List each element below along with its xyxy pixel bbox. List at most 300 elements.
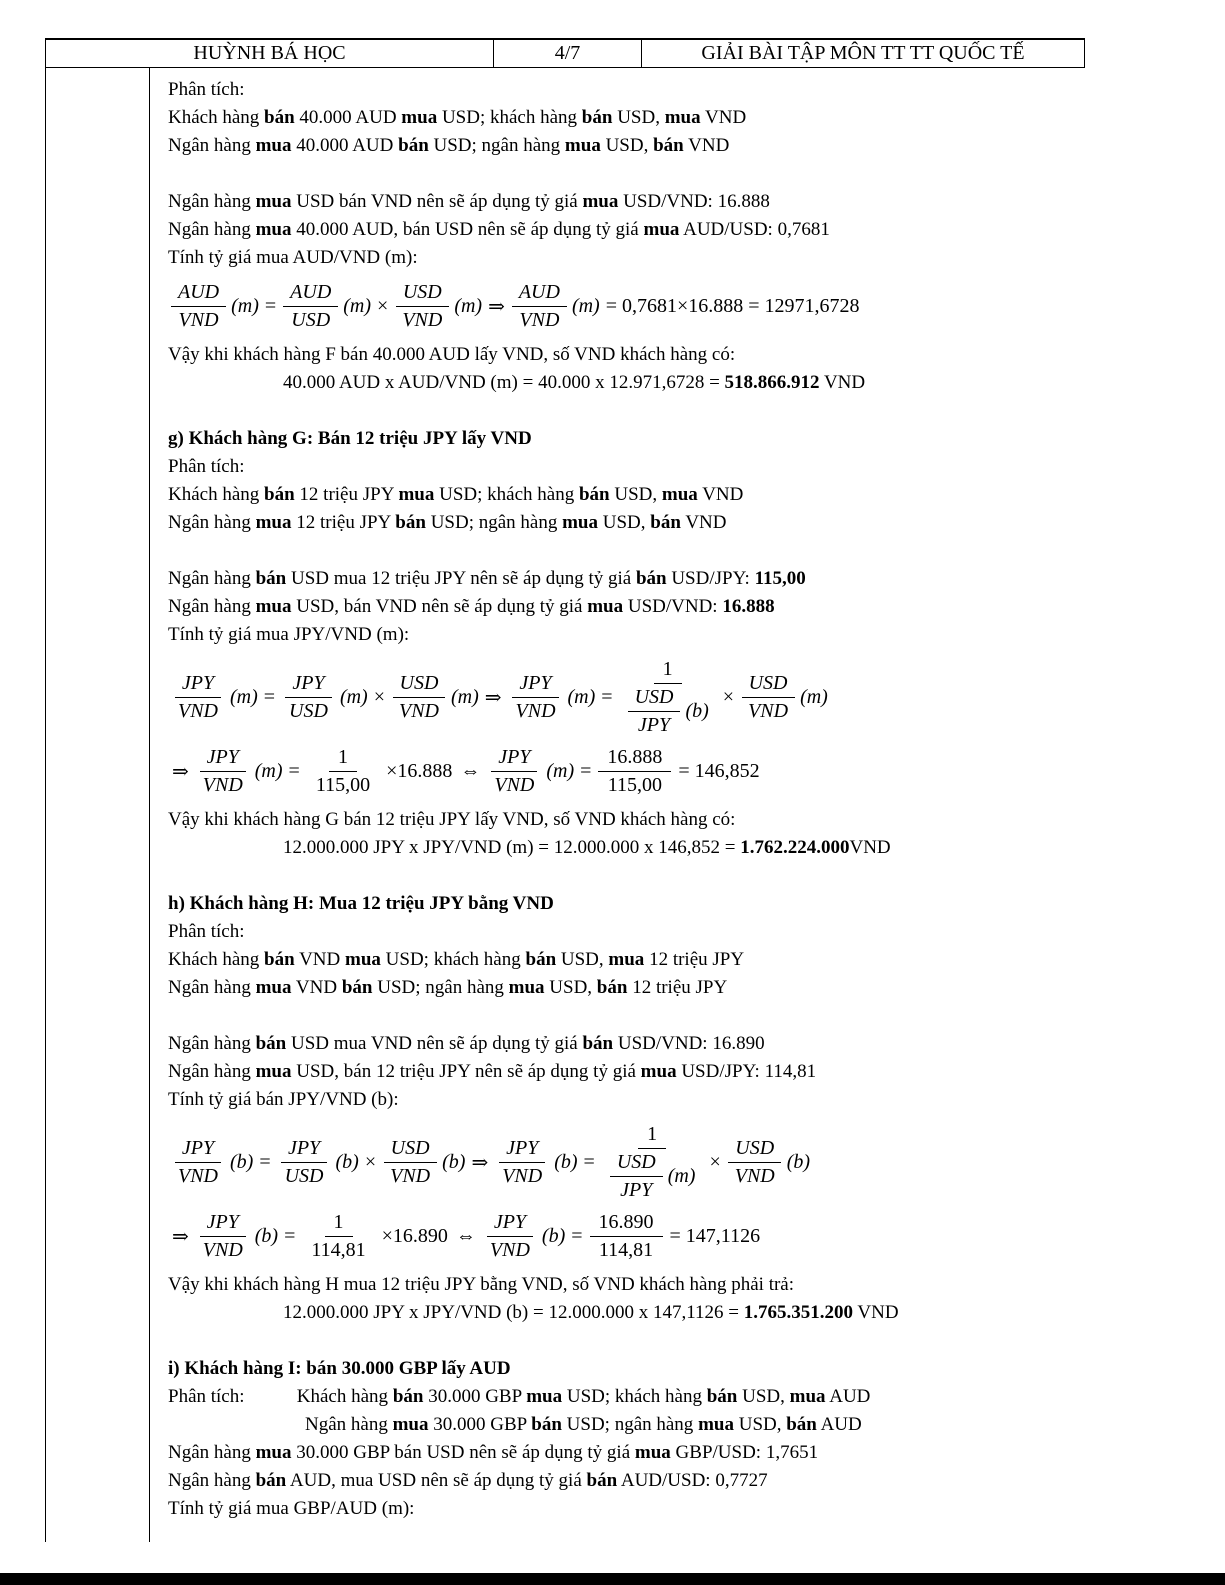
header-title: GIẢI BÀI TẬP MÔN TT TT QUỐC TẾ [701,42,1025,64]
fraction [512,281,567,332]
fraction [728,1137,782,1188]
paragraph [168,1271,1067,1299]
fraction [590,1211,663,1262]
text: 40.000 AUD [291,135,399,156]
math-variable: VND [202,1239,243,1261]
math-variable: (m) [339,686,368,708]
math-variable: (m) [230,686,258,708]
fraction [282,672,335,723]
text: 30.000 GBP bán USD nên sẽ áp dụng tỷ giá [291,1442,635,1463]
document-content [150,68,1085,1542]
blank-line [168,1327,1067,1355]
text: USD/VND: 16.890 [613,1033,765,1054]
paragraph [168,132,1067,160]
bold-text: mua [255,191,292,212]
text: USD, [609,484,662,505]
math-variable: (m) [567,686,596,708]
text: Ngân hàng [168,1061,256,1082]
text: Tính tỷ giá mua JPY/VND (m): [168,624,410,645]
text: Ngân hàng [168,219,256,240]
bold-text: h) Khách hàng H: Mua 12 triệu JPY bằng VND [168,893,554,914]
bold-text: mua [345,949,381,970]
bold-text: g) Khách hàng G: Bán 12 triệu JPY lấy VND [168,428,532,449]
bold-text: mua [664,107,701,128]
math-text: 16.890 [598,1211,654,1233]
paragraph [168,593,1067,621]
fraction [741,672,795,723]
math-text: ⇒ [484,687,502,709]
text: USD/VND: [623,596,723,617]
text: Tính tỷ giá mua GBP/AUD (m): [168,1498,415,1519]
bold-text: bán [255,568,287,589]
text: VND [700,107,747,128]
math-text: ⇔ [460,760,481,782]
math-variable: VND [494,774,535,796]
page-bottom-bar [0,1573,1225,1585]
bold-text: mua [508,977,545,998]
fraction [307,746,379,797]
math-variable: USD [399,672,439,694]
bold-text: 518.866.912 [724,372,820,393]
text: 40.000 AUD x AUD/VND (m) = 40.000 x 12.971,6728 = [283,372,725,393]
text: Ngân hàng [168,135,256,156]
bold-text: mua [661,484,698,505]
math-text: ×16.888 [386,760,453,782]
text: Khách hàng [168,949,265,970]
paragraph [168,509,1067,537]
bold-text: mua [255,596,292,617]
math-text: = [259,1151,271,1173]
math-variable: (m) [254,760,283,782]
text: Tính tỷ giá bán JPY/VND (b): [168,1089,399,1110]
paragraph [168,453,1067,481]
fraction [395,281,449,332]
paragraph [168,918,1067,946]
math-variable: JPY [181,672,215,694]
paragraph [168,834,1067,862]
math-variable: VND [178,700,218,722]
text: Phân tích: [168,1386,245,1407]
fraction [628,686,681,737]
math-text: ⇔ [455,1225,476,1247]
text: USD, bán VND nên sẽ áp dụng tỷ giá [291,596,588,617]
text: 12 triệu JPY [294,484,399,505]
bold-text: mua [698,1414,734,1435]
paragraph [168,104,1067,132]
text: Khách hàng [168,484,265,505]
paragraph [168,806,1067,834]
paragraph [168,76,1067,104]
math-variable: (b) [230,1151,254,1173]
math-variable: VND [515,700,556,722]
bold-text: bán [586,1470,618,1491]
paragraph [168,1086,1067,1114]
math-text: = [284,1225,296,1247]
math-variable: VND [734,1165,775,1187]
text: Ngân hàng [168,1033,256,1054]
bold-text: bán [581,107,613,128]
bold-text: 115,00 [754,568,806,589]
bold-text: mua [255,219,292,240]
text: USD; ngân hàng [428,135,565,156]
fraction [620,658,716,737]
math-variable: (b) [335,1151,359,1173]
text: USD, [556,949,609,970]
math-variable: JPY [637,714,671,736]
math-text: = 146,852 [678,760,760,782]
bold-text: mua [392,1414,429,1435]
text: Phân tích: [168,456,245,477]
bold-text: bán [264,107,295,128]
math-variable: VND [748,700,789,722]
fraction [602,1123,703,1202]
text: USD, [600,135,654,156]
math-variable: (m) [454,295,483,317]
bold-text: mua [526,1386,563,1407]
fraction [278,1137,331,1188]
bold-text: bán [525,949,557,970]
text: Vậy khi khách hàng H mua 12 triệu JPY bằng VND, số VND khách hàng phải trả: [168,1274,795,1295]
section-heading [168,1355,1067,1383]
math-text: 1 [647,1123,658,1145]
text: Ngân hàng [168,977,256,998]
text: 12 triệu JPY [644,949,745,970]
blank-line [168,160,1067,188]
text: VND [680,512,727,533]
math-variable: USD [735,1137,775,1159]
math-formula [168,1211,1067,1262]
paragraph [168,1411,1067,1439]
text: 40.000 AUD, bán USD nên sẽ áp dụng tỷ giá [291,219,644,240]
text: USD mua VND nên sẽ áp dụng tỷ giá [286,1033,583,1054]
paragraph [168,946,1067,974]
math-text: 115,00 [607,774,663,796]
bold-text: bán [392,1386,424,1407]
text: 12.000.000 JPY x JPY/VND (b) = 12.000.000 x 147,1126 = [283,1302,744,1323]
fraction [196,1211,250,1262]
blank-line [168,862,1067,890]
math-text: = 147,1126 [669,1225,761,1247]
math-text: × [377,295,389,317]
math-variable: (m) [800,686,828,708]
fraction [171,672,225,723]
bold-text: bán [706,1386,738,1407]
text: Phân tích: [168,79,245,100]
bold-text: mua [255,512,292,533]
math-variable: VND [390,1165,431,1187]
bold-text: bán [635,568,667,589]
paragraph [168,1439,1067,1467]
math-text: 16.888 [607,746,663,768]
header-table [45,38,1085,68]
math-variable: VND [178,1165,218,1187]
bold-text: bán [786,1414,817,1435]
text: USD, bán 12 triệu JPY nên sẽ áp dụng tỷ giá [291,1061,641,1082]
math-variable: (b) [554,1151,578,1173]
text: Ngân hàng [168,1442,256,1463]
text: Tính tỷ giá mua AUD/VND (m): [168,247,418,268]
math-variable: VND [502,1165,543,1187]
math-text: = [288,760,300,782]
fraction [392,672,446,723]
bold-text: mua [398,484,435,505]
paragraph [168,481,1067,509]
bold-text: bán [531,1414,562,1435]
bold-text: bán [264,949,295,970]
text: USD; khách hàng [437,107,582,128]
header-author: HUỲNH BÁ HỌC [46,40,494,67]
text: AUD [816,1414,862,1435]
math-variable: VND [519,309,560,331]
fraction [495,1137,549,1188]
bold-text: mua [640,1061,677,1082]
text: USD/JPY: 114,81 [676,1061,817,1082]
math-text: = [264,295,277,317]
text: USD; khách hàng [434,484,579,505]
math-variable: AUD [518,281,560,303]
fraction [598,746,671,797]
math-variable: VND [202,774,243,796]
text: GBP/USD: 1,7651 [670,1442,819,1463]
math-variable: USD [289,700,328,722]
math-text: 115,00 [315,774,371,796]
fraction [509,672,563,723]
text: VND [291,977,342,998]
body-table [45,68,1085,1542]
text: Phân tích: [168,921,245,942]
bold-text: i) Khách hàng I: bán 30.000 GBP lấy AUD [168,1358,511,1379]
bold-text: 16.888 [722,596,775,617]
fraction [487,746,541,797]
text: VND [697,484,744,505]
text: 12.000.000 JPY x JPY/VND (m) = 12.000.000 x 146,852 = [283,837,741,858]
fraction [196,746,250,797]
text: AUD/USD: 0,7681 [679,219,830,240]
paragraph [168,1058,1067,1086]
math-variable: VND [398,700,439,722]
math-text: ⇒ [471,1152,489,1174]
text: USD mua 12 triệu JPY nên sẽ áp dụng tỷ giá [286,568,636,589]
math-formula [168,658,1067,737]
paragraph [168,244,1067,272]
text: VND [849,837,891,858]
paragraph [168,621,1067,649]
fraction [283,281,338,332]
math-variable: (m) [231,295,259,317]
math-variable: (b) [254,1225,279,1247]
text: 30.000 GBP [423,1386,527,1407]
bold-text: mua [562,512,598,533]
text: Ngân hàng [168,568,256,589]
math-variable: (m) [546,760,575,782]
math-text: = [263,686,276,708]
text: 40.000 AUD [294,107,402,128]
math-variable: JPY [287,1137,321,1159]
fraction [610,1151,663,1202]
math-variable: USD [634,686,674,708]
math-variable: USD [291,309,331,331]
math-text: = 0,7681×16.888 = 12971,6728 [605,295,860,317]
math-variable: VND [178,309,219,331]
math-text: ⇒ [172,761,189,783]
bold-text: bán [341,977,373,998]
text: USD; khách hàng [562,1386,707,1407]
bold-text: mua [564,135,601,156]
text: USD bán VND nên sẽ áp dụng tỷ giá [291,191,583,212]
text: USD, [544,977,597,998]
math-text: = [583,1151,595,1173]
math-variable: VND [402,309,443,331]
math-text: 1 [337,746,348,768]
bold-text: bán [398,135,429,156]
left-margin-column [46,68,150,1542]
bold-text: bán [395,512,426,533]
text: Vậy khi khách hàng F bán 40.000 AUD lấy VND, số VND khách hàng có: [168,344,736,365]
text: 12 triệu JPY [627,977,728,998]
math-variable: USD [284,1165,324,1187]
bold-text: bán [578,484,610,505]
text: Khách hàng [168,107,265,128]
bold-text: mua [401,107,438,128]
math-variable: (m) [450,686,479,708]
text: Ngân hàng [168,1470,256,1491]
bold-text: mua [255,135,292,156]
bold-text: mua [255,1442,292,1463]
math-text: 1 [333,1211,344,1233]
text: AUD [825,1386,871,1407]
text: AUD/USD: 0,7727 [617,1470,768,1491]
text: Ngân hàng [305,1414,393,1435]
bold-text: bán [255,1470,287,1491]
text: USD, [733,1414,787,1435]
text: USD, [737,1386,790,1407]
math-text: × [364,1151,377,1173]
math-variable: JPY [620,1179,653,1201]
math-variable: JPY [498,746,531,768]
math-text: × [722,686,735,708]
math-variable: JPY [506,1137,539,1159]
paragraph [168,216,1067,244]
text: Ngân hàng [168,191,256,212]
math-variable: USD [402,281,442,303]
text: VND [683,135,730,156]
math-variable: (m) [343,295,372,317]
bold-text: mua [255,977,292,998]
math-variable: USD [616,1151,656,1173]
header-page-number: 4/7 [494,40,642,67]
paragraph [168,369,1067,397]
math-text: 114,81 [311,1239,366,1261]
text: VND [294,949,345,970]
bold-text: bán [255,1033,287,1054]
bold-text: bán [596,977,628,998]
bold-text: mua [582,191,619,212]
text: USD, [612,107,665,128]
paragraph [168,1299,1067,1327]
fraction [383,1137,437,1188]
text: USD/JPY: [666,568,755,589]
math-text: = [580,760,592,782]
math-text: ⇒ [488,296,505,318]
bold-text: mua [634,1442,671,1463]
math-variable: (b) [786,1151,811,1173]
paragraph [168,1495,1067,1523]
math-variable: AUD [178,281,220,303]
math-variable: (m) [571,295,600,317]
bold-text: mua [789,1386,826,1407]
math-variable: JPY [493,1211,527,1233]
math-variable: JPY [181,1137,215,1159]
bold-text: mua [608,949,645,970]
math-formula [168,746,1067,797]
math-text: = [601,686,613,708]
paragraph [168,1467,1067,1495]
math-variable: USD [390,1137,430,1159]
paragraph [168,188,1067,216]
math-text: = [571,1225,583,1247]
text: Vậy khi khách hàng G bán 12 triệu JPY lấy VND, số VND khách hàng có: [168,809,736,830]
math-text: ⇒ [172,1226,189,1248]
paragraph [168,1030,1067,1058]
text: 30.000 GBP [428,1414,532,1435]
bold-text: 1.765.351.200 [743,1302,853,1323]
bold-text: mua [587,596,624,617]
text: USD; ngân hàng [372,977,509,998]
paragraph [168,974,1067,1002]
bold-text: mua [255,1061,292,1082]
math-variable: JPY [292,672,325,694]
math-variable: (m) [667,1165,696,1187]
bold-text: 1.762.224.000 [740,837,850,858]
text: USD, [598,512,651,533]
math-variable: USD [748,672,788,694]
math-variable: (b) [685,700,709,722]
math-text: × [373,686,385,708]
text: Khách hàng [296,1386,393,1407]
math-text: ×16.890 [381,1225,448,1247]
text: AUD, mua USD nên sẽ áp dụng tỷ giá [286,1470,587,1491]
paragraph [168,1383,1067,1411]
bold-text: bán [653,135,684,156]
text [245,1386,297,1407]
fraction [302,1211,374,1262]
bold-text: mua [643,219,680,240]
bold-text: bán [650,512,681,533]
blank-line [168,1002,1067,1030]
blank-line [168,537,1067,565]
bold-text: bán [582,1033,614,1054]
math-text: × [709,1151,721,1173]
math-variable: (b) [442,1151,466,1173]
text: USD; khách hàng [380,949,526,970]
text: Ngân hàng [168,596,256,617]
math-variable: (b) [541,1225,566,1247]
math-variable: AUD [290,281,332,303]
math-variable: VND [489,1239,530,1261]
fraction [483,1211,537,1262]
text: 12 triệu JPY [291,512,396,533]
math-variable: JPY [519,672,552,694]
math-formula [168,281,1067,332]
text: USD; ngân hàng [425,512,563,533]
math-text: 1 [662,658,673,680]
fraction [171,281,226,332]
paragraph [168,565,1067,593]
text: USD; ngân hàng [561,1414,699,1435]
math-variable: JPY [206,1211,239,1233]
section-heading [168,425,1067,453]
text: VND [852,1302,899,1323]
